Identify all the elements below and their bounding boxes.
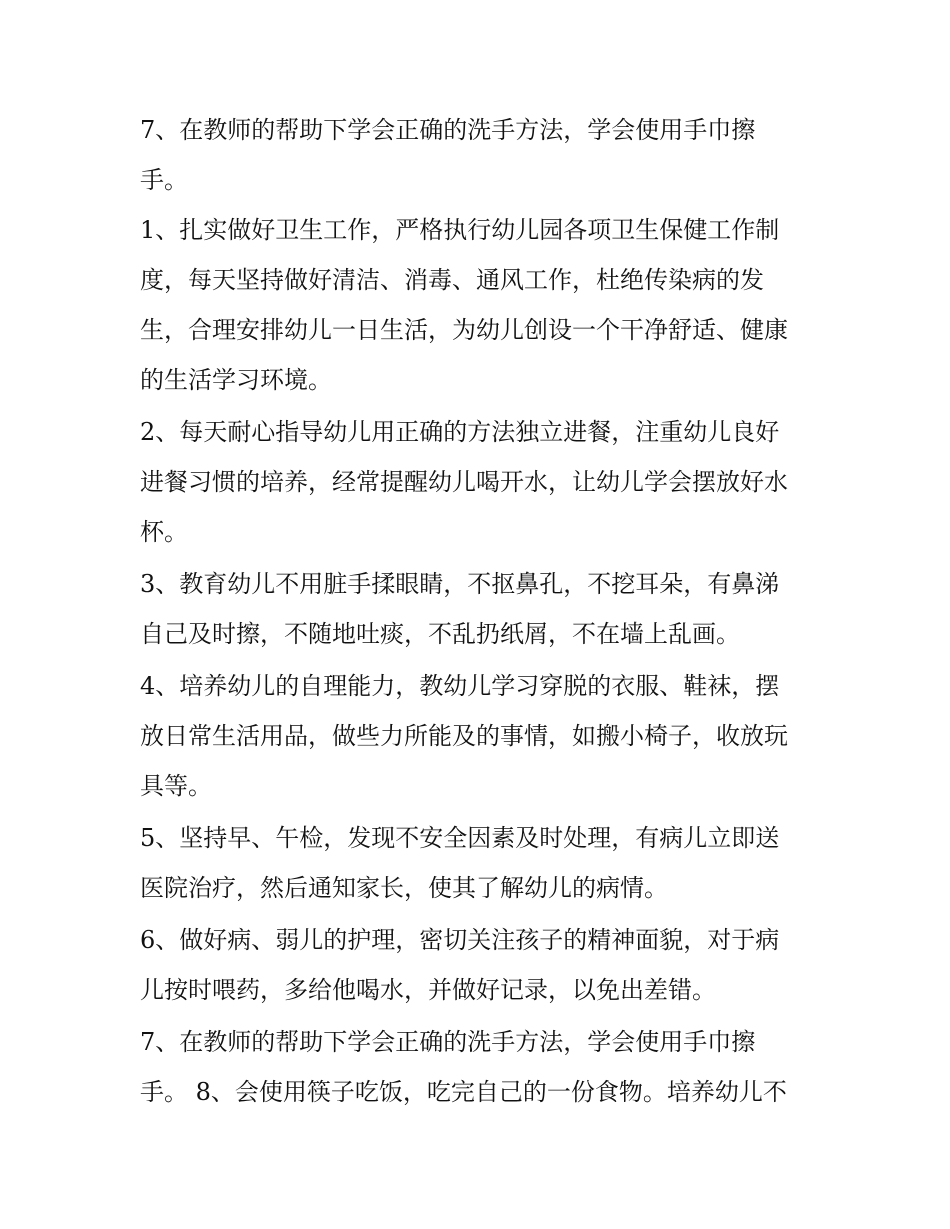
text-line: 杯。 xyxy=(140,518,188,546)
text-line: 手。 xyxy=(140,166,188,194)
text-line: 手。 8、会使用筷子吃饭，吃完自己的一份食物。培养幼儿不 xyxy=(140,1078,787,1106)
text-line: 儿按时喂药，多给他喝水，并做好记录，以免出差错。 xyxy=(140,976,716,1004)
text-line: 的生活学习环境。 xyxy=(140,366,332,394)
text-line: 7、在教师的帮助下学会正确的洗手方法，学会使用手巾擦 xyxy=(140,116,756,144)
text-line: 自己及时擦，不随地吐痰，不乱扔纸屑，不在墙上乱画。 xyxy=(140,620,740,648)
text-line: 放日常生活用品，做些力所能及的事情，如搬小椅子，收放玩 xyxy=(140,722,788,750)
text-line: 4、培养幼儿的自理能力，教幼儿学习穿脱的衣服、鞋袜，摆 xyxy=(140,672,780,700)
text-line: 度，每天坚持做好清洁、消毒、通风工作，杜绝传染病的发 xyxy=(140,266,764,294)
text-line: 具等。 xyxy=(140,772,212,800)
text-line: 3、教育幼儿不用脏手揉眼睛，不抠鼻孔，不挖耳朵，有鼻涕 xyxy=(140,570,780,598)
text-line: 7、在教师的帮助下学会正确的洗手方法，学会使用手巾擦 xyxy=(140,1028,756,1056)
text-line: 进餐习惯的培养，经常提醒幼儿喝开水，让幼儿学会摆放好水 xyxy=(140,468,788,496)
text-line: 6、做好病、弱儿的护理，密切关注孩子的精神面貌，对于病 xyxy=(140,926,780,954)
text-line: 1、扎实做好卫生工作，严格执行幼儿园各项卫生保健工作制 xyxy=(140,216,780,244)
text-line: 2、每天耐心指导幼儿用正确的方法独立进餐，注重幼儿良好 xyxy=(140,418,780,446)
text-line: 生，合理安排幼儿一日生活，为幼儿创设一个干净舒适、健康 xyxy=(140,316,788,344)
text-line: 5、坚持早、午检，发现不安全因素及时处理，有病儿立即送 xyxy=(140,824,780,852)
text-line: 医院治疗，然后通知家长，使其了解幼儿的病情。 xyxy=(140,874,668,902)
